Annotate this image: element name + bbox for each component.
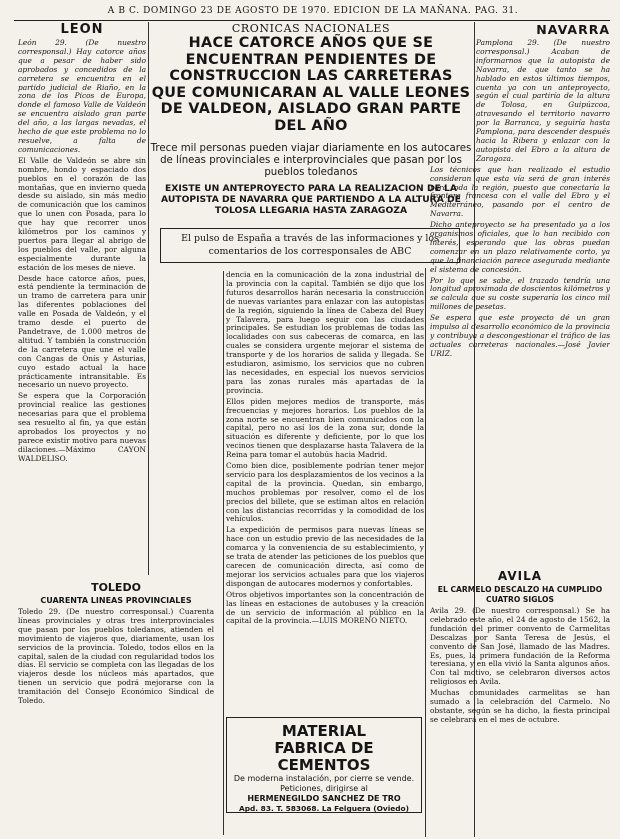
leon-paragraph-1: León 29. (De nuestro corresponsal.) Hay catorce años que a pesar de haber sido aprobados y concedidos de la carretera se encuentra en el partido judicial de Riaño, en la zona de los Picos de Europa, donde el famoso Valle de Valdeón se encuentra aislado gran parte del año, a las largas nevadas, el hecho de que este problema no lo resuelve, a falta de comunicaciones. — [18, 38, 146, 154]
ad-line-1: MATERIAL — [281, 722, 367, 740]
column-center — [226, 271, 424, 715]
column-divider-center-right — [425, 268, 426, 837]
column-divider-left — [148, 22, 149, 575]
navarra-paragraph-5: Se espera que este proyecto dé un gran impulso al desarrollo económico de la provincia y contribuya a descongestionar el tráfico de las actuales carreteras nacionales.—José Javier URIZ. — [430, 313, 610, 358]
toledo-subtitle: CUARENTA LINEAS PROVINCIALES — [40, 596, 192, 605]
center-paragraph-5: Otros objetivos importantes son la concentración de las líneas en estaciones de autobuses y la creación de un servicio de información al público en la capital de la provincia.—LUIS MORENO NIETO. — [226, 589, 424, 626]
column-divider-center — [223, 271, 224, 835]
avila-subtitle: EL CARMELO DESCALZO HA CUMPLIDO CUATRO SIGLOS — [437, 585, 603, 604]
column-center-left-text — [152, 271, 222, 571]
navarra-paragraph-4: Por lo que se sabe, el trazado tendría una longitud aproximada de doscientos kilómetros y se calcula que su coste superaría los cinco mil millones de pesetas. — [430, 275, 610, 312]
section-title-toledo: TOLEDO — [91, 581, 141, 594]
ad-line-5: Apd. 83. T. 583068. La Felguera (Oviedo) — [239, 804, 409, 813]
abc-correspondents-box: El pulso de España a través de las informaciones y los comentarios de los corresponsales de ABC — [160, 228, 460, 263]
section-toledo — [18, 577, 214, 835]
avila-paragraph-1: Avila 29. (De nuestro corresponsal.) Se ha celebrado este año, el 24 de agosto de 1562, la fundación del primer convento de Carmelitas Descalzas por Santa Teresa de Jesús, el convento de San José, llamado de las Madres. Es, pues, la primera fundación de la Reforma teresiana, y en ella vivió la Santa algunos años. Con tal motivo, se celebraron diversos actos religiosos en Avila. — [430, 606, 610, 687]
secondary-headline: EXISTE UN ANTEPROYECTO PARA LA REALIZACION DE LA AUTOPISTA DE NAVARRA QUE PARTIENDO A LA ALTURA DE TOLOSA LLEGARIA HASTA ZARAGOZA — [161, 183, 461, 216]
sub-headline: Trece mil personas pueden viajar diariamente en los autocares de líneas provinciales e interprovinciales que pasan por los pueblos toledanos — [150, 143, 472, 179]
section-title-navarra: NAVARRA — [536, 22, 610, 37]
navarra-paragraph-1: Pamplona 29. (De nuestro corresponsal.) Acaban de informarnos que la autopista de Navarra, de que tanto se ha hablado en estos últimos tiempos, cuenta ya con un anteproyecto, según el cual partiría de la altura de Tolosa, en Guipúzcoa, atravesando el territorio navarro por la Barranca, y seguiría hasta Pamplona, para descender después hacia la Ribera y enlazar con la autopista del Ebro a la altura de Zaragoza. — [476, 38, 610, 163]
center-paragraph-1: dencia en la comunicación de la zona industrial de la provincia con la capital. También se dijo que los futuros desarrollos harán necesaria la construcción de nuevas variantes para enlazar con las autopistas de la región, siguiendo la línea de Cabeza del Buey y Talavera, para luego seguir con las ciudades principales. Se estudian los problemas de todas las localidades con sus cabeceras de comarca, en las cuales se considera urgente mejorar el sistema de transporte y de los horarios de salida y llegada. Se estudiaron, asimismo, los servicios que no cubren las necesidades, en especial los nuevos servicios para las zonas rurales más apartadas de la provincia. — [226, 271, 424, 395]
ad-line-2: FABRICA DE CEMENTOS — [274, 739, 374, 774]
page-header: A B C. DOMINGO 23 DE AGOSTO DE 1970. EDICION DE LA MAÑANA. PAG. 31. — [107, 6, 519, 16]
center-paragraph-3: Como bien dice, posiblemente podrían tener mejor servicio para los desplazamientos de los vecinos a la capital de la provincia. Quedan, sin embargo, muchos problemas por resolver, como el de los precios del billete, que se estiman altos en relación con las distancias recorridas y la comodidad de los vehículos. — [226, 461, 424, 524]
navarra-paragraph-3: Dicho anteproyecto se ha presentado ya a los organismos oficiales, que lo han recibido con interés, esperando que las obras puedan comenzar en un plazo relativamente corto, ya que la financiación parece asegurada mediante el sistema de concesión. — [430, 220, 610, 274]
avila-paragraph-2: Muchas comunidades carmelitas se han sumado a la celebración del Carmelo. No obstante, según se ha dicho, la fiesta principal se celebrará en el mes de octubre. — [430, 688, 610, 724]
section-title-avila: AVILA — [497, 569, 543, 583]
main-headline: HACE CATORCE AÑOS QUE SE ENCUENTRAN PENDIENTES DE CONSTRUCCION LAS CARRETERAS QUE COMUNICARAN AL VALLE LEONES DE VALDEON, AISLADO GRAN PARTE DEL AÑO — [151, 35, 471, 134]
column-navarra — [430, 22, 610, 567]
ad-line-3: De moderna instalación, por cierre se vende. Peticiones, dirigirse al — [233, 774, 415, 793]
ad-line-4: HERMENEGILDO SANCHEZ DE TRO — [247, 794, 401, 803]
leon-paragraph-4: Se espera que la Corporación provincial realice las gestiones necesarias para que el problema sea resuelto al fin, ya que están aprobados los proyectos y no parece existir motivo para nuevas dilaciones.—Máximo CAYON WALDELISO. — [18, 391, 146, 463]
center-paragraph-4: La expedición de permisos para nuevas líneas se hace con un estudio previo de las necesidades de la comarca y la conveniencia de su establecimiento, y se trata de atender las peticiones de los pueblos que carecen de comunicación directa, así como de mejorar los servicios actuales para que los viajeros dispongan de autocares modernos y confortables. — [226, 525, 424, 588]
section-avila — [430, 569, 610, 837]
leon-paragraph-3: Desde hace catorce años, pues, está pendiente la terminación de un tramo de carretera para unir las diferentes poblaciones del valle en Posada de Valdeón, y el tramo desde el puerto de Pandetrave, de 1.000 metros de altitud. Y también la construcción de la carretera que une el valle con Cangas de Onís y Asturias, cuyo estado actual la hace prácticamente intransitable. Es necesario un nuevo proyecto. — [18, 273, 146, 390]
center-paragraph-2: Ellos piden mejores medios de transporte, más frecuencias y mejores horarios. Los pueblos de la zona norte se encuentran bien comunicados con la capital, pero no así los de la zona sur, donde la situación es diferente y deficiente, por lo que los vecinos tienen que desplazarse hasta Talavera de la Reina para tomar el autobús hacia Madrid. — [226, 396, 424, 460]
navarra-paragraph-2: Los técnicos que han realizado el estudio consideran que esta vía será de gran interés para toda la región, puesto que conectaría la frontera francesa con el valle del Ebro y el Mediterráneo, pasando por el centro de Navarra. — [430, 164, 610, 219]
leon-paragraph-2: El Valle de Valdeón se abre sin nombre, hondo y espaciado dos pueblos en el corazón de las montañas, que en invierno queda desde su aislado, sin más medio de comunicación que los caminos que lo unen con Posada, para lo que hay que recorrer unos kilómetros por los caminos y puertos para llegar al abrigo de los pueblos del valle, por alguna especialmente durante la estación de los meses de nieve. — [18, 155, 146, 272]
section-title-cronicas: CRONICAS NACIONALES — [231, 22, 391, 35]
cement-factory-ad — [226, 717, 422, 813]
header-rule — [14, 20, 610, 21]
section-title-leon: LEON — [60, 22, 104, 37]
toledo-paragraph-1: Toledo 29. (De nuestro corresponsal.) Cuarenta líneas provinciales y otras tres interprovinciales que pasan por los pueblos toledanos, atienden el movimiento de viajeros que, diariamente, usan los servicios de la provincia. Toledo, todos ellos en la capital, salen de la ciudad con regularidad todos los días. El servicio se completa con las llegadas de los viajeros desde los núcleos más apartados, que tienen un servicio que podrá mejorarse con la tramitación del Consejo Económico Sindical de Toledo. — [18, 607, 214, 706]
